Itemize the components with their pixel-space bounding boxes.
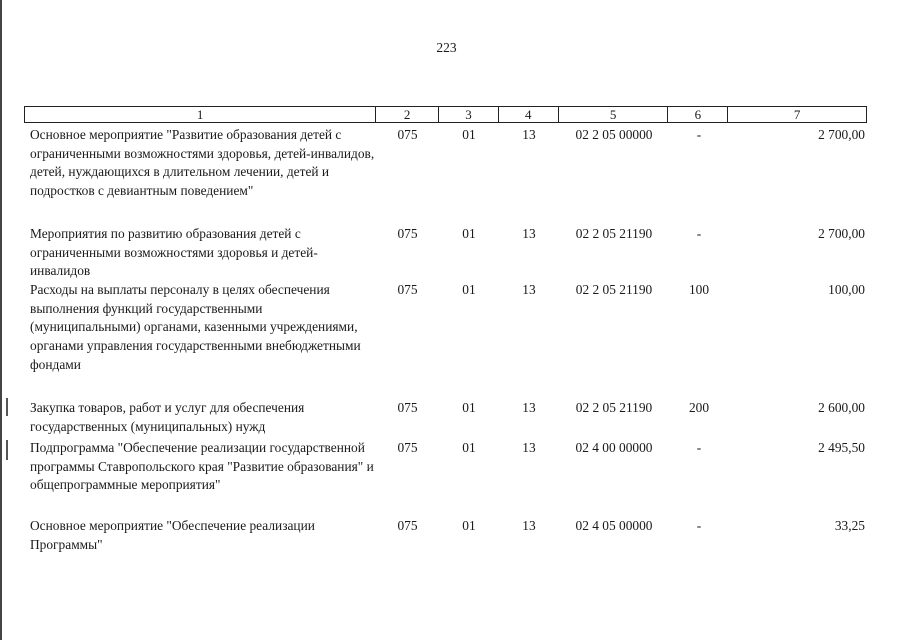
row-cell: 075 [397, 440, 418, 455]
header-cell: 4 [499, 107, 559, 122]
row-cell: 01 [462, 226, 476, 241]
row-cell: 13 [522, 282, 536, 297]
header-cell: 7 [793, 107, 801, 122]
row-cell: 075 [397, 226, 418, 241]
row-cell: 02 2 05 21190 [575, 400, 653, 415]
row-name-cell: Расходы на выплаты персоналу в целях обеспечения выполнения функций государственными (муниципальными) органами, казенными учреждениями, органами управления государственными внебюджетными фондами [30, 282, 361, 372]
table-row [24, 281, 867, 375]
row-cell: 100 [688, 282, 710, 297]
header-cell: 3 [439, 107, 499, 122]
table-row [24, 126, 867, 201]
row-amount-cell: 100,00 [828, 282, 865, 297]
row-cell: - [696, 226, 702, 241]
row-cell: 13 [522, 440, 536, 455]
row-amount-cell: 33,25 [834, 518, 865, 533]
header-cell: 6 [668, 107, 728, 122]
row-cell: 01 [462, 518, 476, 533]
page-number: 223 [436, 40, 457, 55]
row-cell: 02 2 05 21190 [575, 282, 653, 297]
row-cell: 02 2 05 00000 [575, 127, 653, 142]
row-cell: 075 [397, 518, 418, 533]
scan-mark [6, 440, 8, 460]
row-cell: - [696, 440, 702, 455]
row-amount-cell: 2 495,50 [818, 440, 865, 455]
row-cell: 075 [397, 127, 418, 142]
header-cell: 5 [559, 107, 669, 122]
row-cell: - [696, 518, 702, 533]
table-row [24, 225, 867, 281]
row-amount-cell: 2 700,00 [818, 226, 865, 241]
row-amount-cell: 2 600,00 [818, 400, 865, 415]
table-header-row [24, 106, 867, 123]
row-cell: 01 [462, 400, 476, 415]
header-cell: 1 [25, 107, 376, 122]
row-cell: 01 [462, 282, 476, 297]
row-cell: 13 [522, 127, 536, 142]
table-row [24, 439, 867, 495]
row-cell: 13 [522, 400, 536, 415]
table-row [24, 517, 867, 554]
row-name-cell: Подпрограмма "Обеспечение реализации государственной программы Ставропольского края "Развитие образования" и общепрограммные мероприятия" [30, 440, 374, 493]
row-name-cell: Закупка товаров, работ и услуг для обеспечения государственных (муниципальных) нужд [30, 400, 305, 434]
row-cell: 02 4 05 00000 [575, 518, 653, 533]
scan-mark [6, 398, 8, 416]
row-cell: 13 [522, 518, 536, 533]
scan-edge-line [0, 0, 2, 640]
row-name-cell: Основное мероприятие "Развитие образования детей с ограниченными возможностями здоровья, детей-инвалидов, детей, нуждающихся в длительном лечении, детей и подростков с девиантным поведением" [30, 127, 375, 199]
row-cell: 075 [397, 400, 418, 415]
row-cell: - [696, 127, 702, 142]
row-cell: 01 [462, 127, 476, 142]
row-cell: 02 4 00 00000 [575, 440, 653, 455]
row-cell: 01 [462, 440, 476, 455]
row-cell: 200 [688, 400, 710, 415]
table-row [24, 399, 867, 436]
row-name-cell: Мероприятия по развитию образования детей с ограниченными возможностями здоровья и детей-инвалидов [30, 226, 318, 279]
row-cell: 02 2 05 21190 [575, 226, 653, 241]
row-cell: 13 [522, 226, 536, 241]
row-name-cell: Основное мероприятие "Обеспечение реализации Программы" [30, 518, 315, 552]
row-cell: 075 [397, 282, 418, 297]
header-cell: 2 [376, 107, 439, 122]
row-amount-cell: 2 700,00 [818, 127, 865, 142]
